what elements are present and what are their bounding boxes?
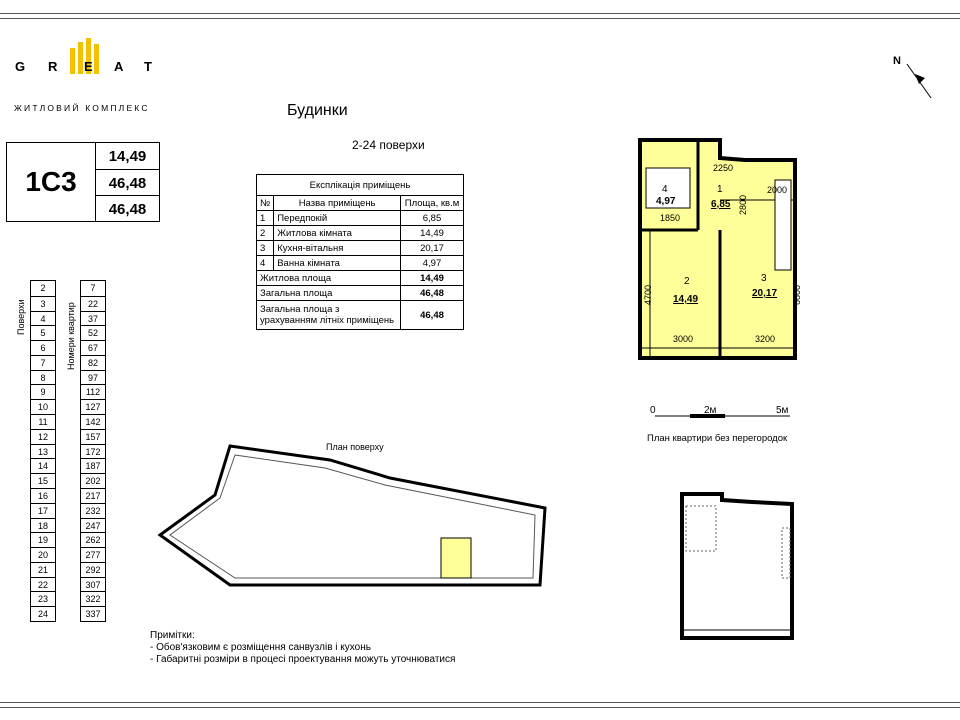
logo-letter-a: A	[114, 59, 124, 74]
north-label: N	[893, 55, 901, 67]
room-name: Ванна кімната	[274, 256, 401, 271]
room-2-number: 2	[684, 276, 690, 287]
summer-area-label: Загальна площа з урахуванням літніх приміщень	[257, 301, 401, 330]
floor-cell: 7	[31, 355, 55, 370]
room-num: 4	[257, 256, 274, 271]
floor-cell: 20	[31, 547, 55, 562]
total-area-label: Загальна площа	[257, 286, 401, 301]
dim-3000: 3000	[673, 334, 694, 344]
living-area-label: Житлова площа	[257, 271, 401, 286]
apartments-column	[80, 280, 106, 622]
floors-label: Поверхи	[16, 299, 26, 335]
floor-cell: 14	[31, 458, 55, 473]
apartment-number-cell: 187	[81, 458, 105, 473]
no-partitions-label: План квартири без перегородок	[647, 433, 788, 444]
column-header-num: №	[257, 196, 274, 211]
note-line: - Обов'язковим є розміщення санвузлів і кухонь	[150, 642, 371, 653]
floor-cell: 10	[31, 399, 55, 414]
floors-column	[30, 280, 56, 622]
floor-cell: 5	[31, 325, 55, 340]
apartment-number-cell: 202	[81, 473, 105, 488]
summer-area-cell: 46,48	[401, 301, 464, 330]
floor-cell: 18	[31, 518, 55, 533]
table-row	[257, 271, 464, 286]
apartment-code: 1С3	[7, 143, 96, 221]
dim-2800: 2800	[738, 194, 749, 216]
apartment-number-cell: 112	[81, 384, 105, 399]
room-1-area: 6,85	[711, 199, 731, 210]
table-row	[257, 301, 464, 330]
total-area-cell: 46,48	[401, 286, 464, 301]
apartment-number-cell: 337	[81, 606, 105, 621]
room-3-area: 20,17	[752, 288, 778, 299]
table-row	[257, 286, 464, 301]
bottom-border-inner	[0, 707, 960, 708]
apartment-number-cell: 322	[81, 591, 105, 606]
top-border	[0, 13, 960, 14]
apartment-number-cell: 22	[81, 296, 105, 311]
notes	[150, 630, 455, 666]
bottom-border	[0, 702, 960, 703]
floor-plan-label: План поверху	[326, 442, 384, 452]
room-num: 2	[257, 226, 274, 241]
room-1-number: 1	[717, 184, 723, 195]
room-name: Житлова кімната	[274, 226, 401, 241]
dim-4700: 4700	[643, 284, 654, 306]
dim-6800: 6800	[792, 284, 803, 306]
room-4-area: 4,97	[656, 196, 676, 207]
living-area-cell: 14,49	[401, 271, 464, 286]
scale-0: 0	[650, 405, 656, 416]
room-num: 1	[257, 211, 274, 226]
apartment-number-cell: 247	[81, 518, 105, 533]
floor-cell: 21	[31, 562, 55, 577]
apartment-code-box	[6, 142, 160, 222]
table-row	[257, 211, 464, 226]
room-name: Передпокій	[274, 211, 401, 226]
north-arrow-icon	[905, 62, 935, 102]
apartment-number-cell: 262	[81, 532, 105, 547]
floor-cell: 8	[31, 370, 55, 385]
dim-2250: 2250	[713, 163, 734, 173]
page-title: Будинки	[287, 102, 348, 119]
logo-letter-r: R	[48, 59, 58, 74]
total-area-summer-value: 46,48	[108, 200, 147, 218]
explication-title: Експлікація приміщень	[257, 175, 464, 196]
table-row	[257, 241, 464, 256]
table-row	[257, 226, 464, 241]
room-area: 4,97	[401, 256, 464, 271]
apartment-number-cell: 232	[81, 503, 105, 518]
floor-cell: 2	[40, 283, 46, 293]
room-area: 6,85	[401, 211, 464, 226]
floor-cell: 17	[31, 503, 55, 518]
column-header-name: Назва приміщень	[274, 196, 401, 211]
floor-cell: 23	[31, 591, 55, 606]
apartment-number-cell: 142	[81, 414, 105, 429]
room-2-area: 14,49	[673, 294, 699, 305]
apartment-number-cell: 307	[81, 577, 105, 592]
floor-plan	[155, 440, 555, 600]
dim-1850: 1850	[660, 213, 681, 223]
room-name: Кухня-вітальня	[274, 241, 401, 256]
dim-2000: 2000	[767, 185, 788, 195]
floor-cell: 24	[31, 606, 55, 621]
scale-2m: 2м	[704, 405, 717, 416]
floor-cell: 16	[31, 488, 55, 503]
floor-cell: 6	[31, 340, 55, 355]
total-area-value: 46,48	[108, 174, 147, 192]
apartment-number-cell: 67	[81, 340, 105, 355]
apartment-number-cell: 217	[81, 488, 105, 503]
apartment-number-cell: 277	[81, 547, 105, 562]
room-3-number: 3	[761, 273, 767, 284]
living-area-value: 14,49	[108, 147, 147, 165]
notes-title: Примітки:	[150, 630, 195, 641]
floor-cell: 11	[31, 414, 55, 429]
room-num: 3	[257, 241, 274, 256]
column-header-area: Площа, кв.м	[401, 196, 464, 211]
apartment-number-cell: 127	[81, 399, 105, 414]
logo-letter-e: E	[84, 59, 93, 74]
room-4-number: 4	[662, 184, 668, 195]
apartment-number-cell: 37	[81, 311, 105, 326]
floor-cell: 3	[31, 296, 55, 311]
apartment-number-cell: 97	[81, 370, 105, 385]
apartments-label: Номери квартир	[66, 302, 76, 370]
apartment-number-cell: 292	[81, 562, 105, 577]
floor-cell: 9	[31, 384, 55, 399]
apartment-number-cell: 7	[90, 283, 96, 293]
floors-range: 2-24 поверхи	[352, 138, 425, 152]
apartment-number-cell: 52	[81, 325, 105, 340]
apartment-number-cell: 157	[81, 429, 105, 444]
brand-subtitle: ЖИТЛОВИЙ КОМПЛЕКС	[14, 103, 150, 113]
table-row	[257, 256, 464, 271]
room-area: 20,17	[401, 241, 464, 256]
floor-cell: 19	[31, 532, 55, 547]
top-border-inner	[0, 18, 960, 19]
room-area: 14,49	[401, 226, 464, 241]
floor-cell: 12	[31, 429, 55, 444]
plan-without-partitions	[672, 488, 802, 648]
scale-5m: 5м	[776, 405, 789, 416]
dim-3200: 3200	[755, 334, 776, 344]
floor-cell: 13	[31, 444, 55, 459]
note-line: - Габаритні розміри в процесі проектування можуть уточнюватися	[150, 654, 456, 665]
floor-cell: 22	[31, 577, 55, 592]
floor-cell: 15	[31, 473, 55, 488]
floor-cell: 4	[31, 311, 55, 326]
apartment-number-cell: 172	[81, 444, 105, 459]
apartment-number-cell: 82	[81, 355, 105, 370]
explication-table	[256, 174, 464, 330]
logo-letter-g: G	[15, 59, 26, 74]
logo-letter-t: T	[144, 59, 152, 74]
